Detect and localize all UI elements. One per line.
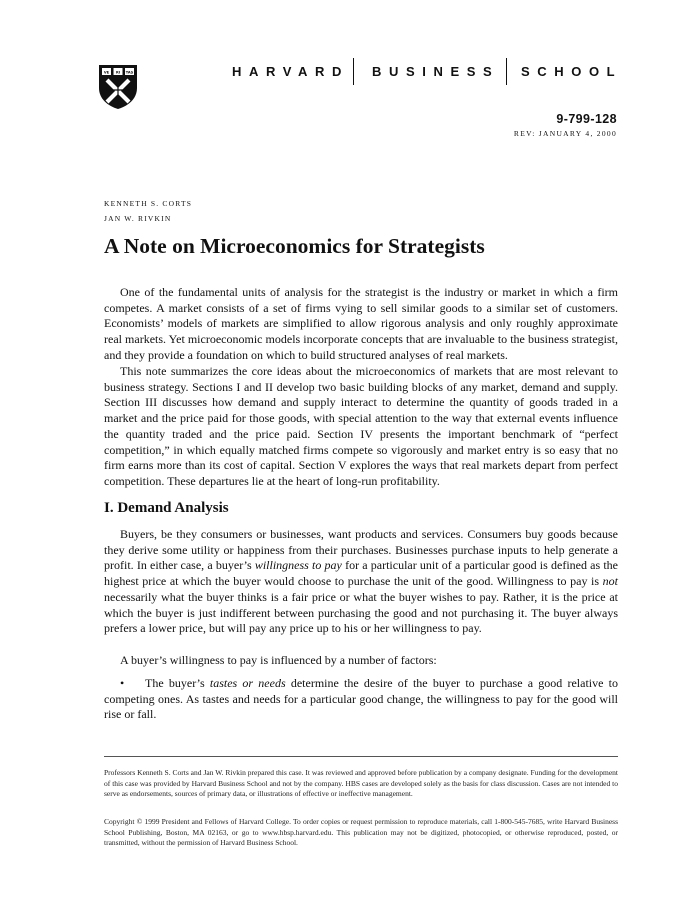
masthead-divider [506,58,507,85]
footer-authorship-note: Professors Kenneth S. Corts and Jan W. Rivkin prepared this case. It was reviewed and approved before publication by a company designate. Funding for the development of this case was provided by Harvard Business School and not by the company. HBS cases are developed solely as the basis for class discussion. Cases are not intended to serve as endorsements, sources of primary data, or illustrations of effective or ineffective management. [104,768,618,798]
shield-letters-2: RI [115,70,121,75]
document-title: A Note on Microeconomics for Strategists [104,234,485,258]
revision-date: REV: JANUARY 4, 2000 [513,129,617,138]
footer-copyright: Copyright © 1999 President and Fellows of Harvard College. To order copies or request permission to reproduce materials, call 1-800-545-7685, write Harvard Business School Publishing, Boston, MA 02163, or go to www.hbsp.harvard.edu. This publication may not be digitized, photocopied, or otherwise reproduced, posted, or transmitted, without the permission of Harvard Business School. [104,817,618,847]
masthead-divider [353,58,354,85]
masthead-word-business: BUSINESS [372,64,500,79]
intro-paragraph-1: One of the fundamental units of analysis for the strategist is the industry or market in which a firm competes. A market consists of a set of firms vying to sell similar goods to a similar set of customers. Economists’ models of markets are simplified to allow rigorous analysis and only roughly approximate real markets. Yet microeconomic models incorporate concepts that are invaluable to the business strategist, and they provide a foundation on which to build structured analyses of real markets. [104,285,618,362]
demand-paragraph-1: Buyers, be they consumers or businesses, want products and services. Consumers buy goods because they derive some utility or happiness from their purchases. Businesses purchase inputs to help generate a profit. In either case, a buyer’s willingness to pay for a particular unit of a particular good is defined as the highest price at which the buyer would choose to purchase the unit of the good. Willingness to pay is not necessarily what the buyer thinks is a fair price or what the buyer wishes to pay. Rather, it is the price at which the buyer is just indifferent between purchasing the good and not purchasing it. The buyer always prefers a lower price, but will pay any price up to his or her willingness to pay. [104,527,619,636]
masthead-word-school: SCHOOL [521,64,623,79]
masthead-word-harvard: HARVARD [232,64,350,79]
intro-paragraph-2: This note summarizes the core ideas about the microeconomics of markets that are most relevant to business strategy. Sections I and II develop two basic building blocks of any market, demand and supply. Section III discusses how demand and supply interact to determine the quantity of goods traded in a market and the price paid for those goods, with special attention to the way that external events influence the quantity traded and the price paid. Section IV presents the important benchmark of “perfect competition,” in which equally matched firms compete so vigorously and market entry is so easy that no firm earns more than its cost of capital. Section V explores the ways that real markets depart from perfect competition. These departures lie at the heart of long-run profitability. [104,364,618,488]
shield-letters-1: VE [103,70,110,75]
bullet-mark: • [120,676,125,690]
school-masthead [230,63,622,83]
factor-bullet-item: • The buyer’s tastes or needs determine the desire of the buyer to purchase a good relative to competing ones. As tastes and needs for a particular good change, the willingness to pay for the good will rise or fall. [104,676,618,722]
footer-divider [104,756,618,757]
case-number: 9-799-128 [556,112,617,126]
author-name: JAN W. RIVKIN [104,214,172,223]
author-name: KENNETH S. CORTS [104,199,193,208]
section-heading-demand-analysis: I. Demand Analysis [104,500,229,516]
harvard-shield-logo [98,64,138,110]
demand-paragraph-2: A buyer’s willingness to pay is influenced by a number of factors: [120,653,437,667]
shield-letters-3: TAS [125,70,134,75]
